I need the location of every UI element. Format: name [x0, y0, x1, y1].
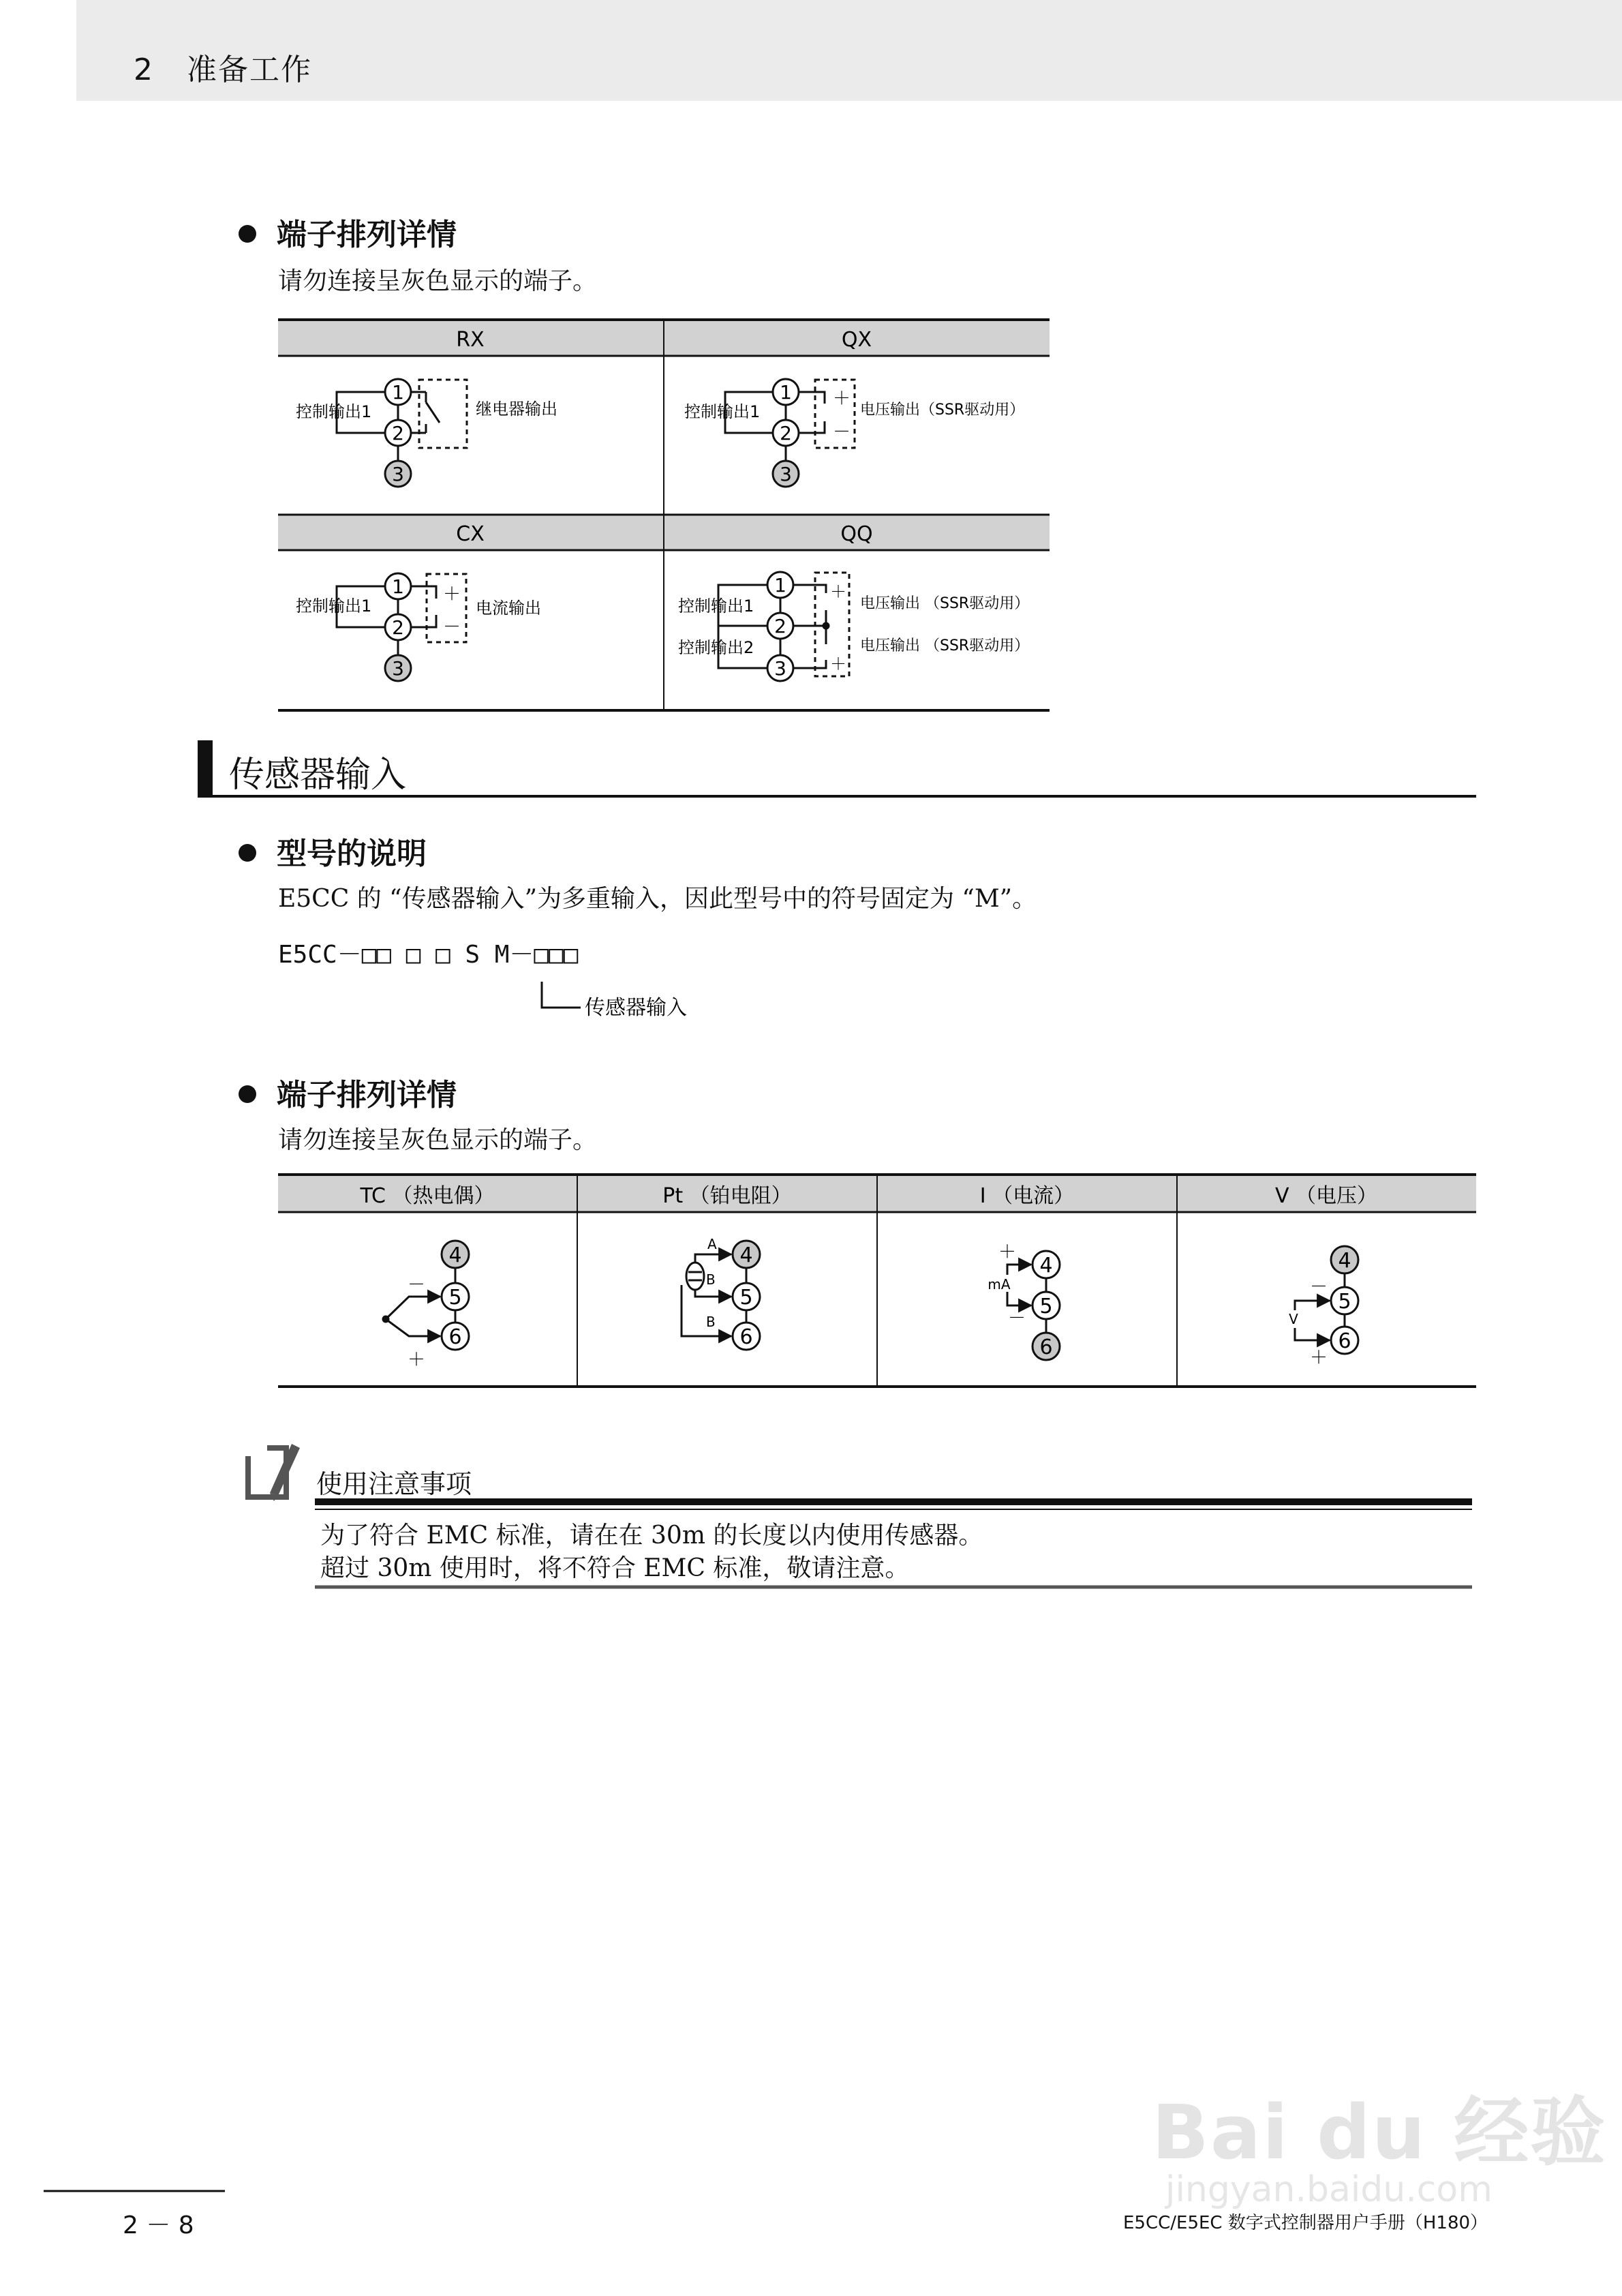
qq-terminal-3: 3 — [774, 657, 786, 680]
qq-terminal-2: 2 — [774, 615, 786, 637]
pt-label-a: A — [707, 1236, 717, 1252]
cx-terminal-3: 3 — [392, 657, 404, 680]
qx-minus: － — [833, 422, 851, 442]
pt-terminal-4: 4 — [739, 1243, 753, 1267]
footer-manual-title: E5CC/E5EC 数字式控制器用户手册（H180） — [1123, 2213, 1488, 2233]
model-pointer-label: 传感器输入 — [585, 996, 687, 1020]
qx-terminal-2: 2 — [780, 422, 792, 444]
header-chapter: 2 准备工作 — [134, 52, 312, 87]
cx-minus: － — [443, 617, 461, 637]
rx-left-label: 控制输出1 — [296, 402, 372, 421]
v-minus: － — [1309, 1277, 1328, 1297]
qq-plus-1: ＋ — [830, 582, 846, 601]
v-terminal-6: 6 — [1338, 1329, 1351, 1353]
model-heading: 型号的说明 — [239, 829, 427, 873]
footer-page-number: 2 － 8 — [123, 2211, 194, 2239]
watermark-brand: Bai du 经验 — [1152, 2089, 1607, 2176]
tc-terminal-4: 4 — [448, 1243, 462, 1267]
i-terminal-5: 5 — [1039, 1295, 1053, 1318]
terminal-heading: 端子排列详情 — [239, 1070, 457, 1114]
rx-terminal-3: 3 — [392, 463, 404, 485]
section1-heading: 端子排列详情 — [239, 210, 457, 254]
model-description: E5CC 的 “传感器输入”为多重输入，因此型号中的符号固定为 “M”。 — [278, 885, 1037, 913]
section2-title: 传感器输入 — [229, 755, 407, 796]
cx-right-label: 电流输出 — [476, 599, 541, 618]
tc-terminal-6: 6 — [448, 1325, 462, 1349]
cx-plus: ＋ — [443, 584, 461, 605]
qx-terminal-1: 1 — [780, 381, 792, 404]
cx-terminal-2: 2 — [392, 616, 404, 639]
qq-left-label-2: 控制输出2 — [678, 638, 754, 657]
i-terminal-4: 4 — [1039, 1254, 1053, 1278]
caution-line-2: 超过 30m 使用时，将不符合 EMC 标准，敬请注意。 — [320, 1554, 910, 1582]
model-pointer-line — [542, 982, 581, 1008]
col-tc: TC （热电偶） — [360, 1184, 495, 1208]
cx-left-label: 控制输出1 — [296, 596, 372, 616]
v-terminal-5: 5 — [1338, 1290, 1351, 1314]
bullet-icon — [239, 1085, 256, 1103]
watermark-url: jingyan.baidu.com — [1165, 2169, 1493, 2210]
i-label-ma: mA — [988, 1276, 1011, 1293]
i-minus: － — [1007, 1308, 1026, 1329]
qx-plus: ＋ — [833, 389, 851, 409]
cell-title-cx: CX — [456, 522, 485, 546]
cell-title-qq: QQ — [840, 522, 873, 546]
qx-right-label: 电压输出（SSR驱动用） — [860, 402, 1025, 419]
qx-left-label: 控制输出1 — [684, 402, 761, 421]
rx-right-label: 继电器输出 — [476, 399, 557, 419]
v-plus: ＋ — [1309, 1348, 1328, 1368]
pt-label-b1: B — [706, 1271, 716, 1288]
rx-terminal-1: 1 — [392, 381, 404, 404]
col-v: V （电压） — [1274, 1184, 1378, 1208]
caution-line-1: 为了符合 EMC 标准，请在在 30m 的长度以内使用传感器。 — [320, 1522, 983, 1550]
cell-title-rx: RX — [456, 328, 485, 352]
pt-label-b2: B — [706, 1314, 716, 1330]
col-i: I （电流） — [979, 1184, 1075, 1208]
pt-terminal-5: 5 — [739, 1286, 753, 1310]
terminal-note: 请勿连接呈灰色显示的端子。 — [278, 1126, 598, 1154]
qq-right-label-2: 电压输出 （SSR驱动用） — [860, 637, 1030, 654]
cx-terminal-1: 1 — [392, 575, 404, 598]
i-plus: ＋ — [998, 1242, 1017, 1263]
sensor-table — [278, 1175, 1476, 1387]
tc-plus: ＋ — [408, 1350, 426, 1370]
qq-plus-2: ＋ — [830, 654, 846, 674]
col-pt: Pt （铂电阻） — [662, 1184, 792, 1208]
bullet-icon — [239, 844, 256, 862]
v-label-v: V — [1289, 1311, 1298, 1327]
rx-terminal-2: 2 — [392, 422, 404, 444]
qq-left-label-1: 控制输出1 — [678, 596, 754, 616]
tc-terminal-5: 5 — [448, 1286, 462, 1310]
cell-title-qx: QX — [841, 328, 872, 352]
qq-right-label-1: 电压输出 （SSR驱动用） — [860, 595, 1030, 612]
model-code: E5CC－□□ □ □ S M－□□□ — [278, 941, 579, 969]
caution-title: 使用注意事项 — [316, 1469, 472, 1499]
header-title: 准备工作 — [186, 52, 312, 87]
caution-icon — [243, 1444, 300, 1501]
tc-minus: － — [408, 1275, 426, 1295]
section2-title-bar — [198, 740, 213, 796]
section1-note: 请勿连接呈灰色显示的端子。 — [278, 267, 598, 295]
qq-terminal-1: 1 — [774, 574, 786, 596]
i-terminal-6: 6 — [1039, 1335, 1053, 1359]
qx-terminal-3: 3 — [780, 463, 792, 485]
v-terminal-4: 4 — [1338, 1249, 1351, 1273]
pt-terminal-6: 6 — [739, 1325, 753, 1349]
